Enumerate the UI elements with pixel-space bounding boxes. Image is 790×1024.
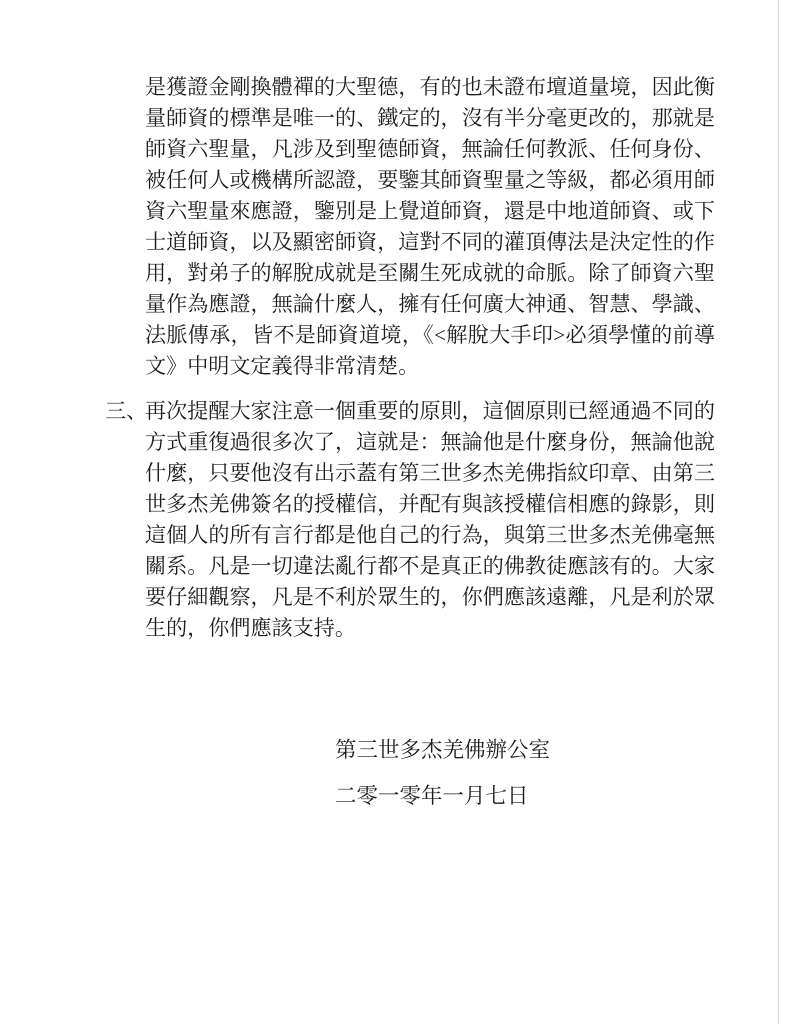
text-line: 再次提醒大家注意一個重要的原則，這個原則已經通過不同的 [145, 399, 715, 423]
text-line: 資六聖量來應證，鑒別是上覺道師資，還是中地道師資、或下 [145, 199, 715, 223]
paragraph-1 [145, 72, 715, 382]
text-line: 文》中明文定義得非常清楚。 [145, 354, 420, 378]
text-line: 生的，你們應該支持。 [145, 616, 356, 640]
text-line: 法脈傳承，皆不是師資道境，《<解脫大手印>必須學懂的前導 [145, 323, 715, 347]
text-line: 量作為應證，無論什麼人，擁有任何廣大神通、智慧、學識、 [145, 292, 715, 316]
text-line: 師資六聖量，凡涉及到聖德師資，無論任何教派、任何身份、 [145, 137, 715, 161]
paragraph-2 [145, 396, 715, 644]
text-line: 被任何人或機構所認證，要鑒其師資聖量之等級，都必須用師 [145, 168, 715, 192]
text-line: 世多杰羌佛簽名的授權信，并配有與該授權信相應的錄影，則 [145, 492, 715, 516]
text-line: 關系。凡是一切違法亂行都不是真正的佛教徒應該有的。大家 [145, 554, 715, 578]
text-line: 士道師資，以及顯密師資，這對不同的灌頂傳法是決定性的作 [145, 230, 715, 254]
text-line: 要仔細觀察，凡是不利於眾生的，你們應該遠離，凡是利於眾 [145, 585, 715, 609]
list-item-marker: 三、 [105, 399, 148, 423]
text-line: 什麼，只要他沒有出示蓋有第三世多杰羌佛指紋印章、由第三 [145, 461, 715, 485]
text-line: 是獲證金剛換體禪的大聖德，有的也未證布壇道量境，因此衡 [145, 75, 715, 99]
signature-office: 第三世多杰羌佛辦公室 [335, 738, 551, 762]
signature-date: 二零一零年一月七日 [335, 784, 529, 808]
text-line: 這個人的所有言行都是他自己的行為，與第三世多杰羌佛毫無 [145, 523, 715, 547]
scan-edge-line [778, 0, 779, 1024]
text-line: 方式重復過很多次了，這就是：無論他是什麼身份，無論他說 [145, 430, 715, 454]
text-line: 量師資的標準是唯一的、鐵定的，沒有半分毫更改的，那就是 [145, 106, 715, 130]
text-line: 用，對弟子的解脫成就是至關生死成就的命脈。除了師資六聖 [145, 261, 715, 285]
